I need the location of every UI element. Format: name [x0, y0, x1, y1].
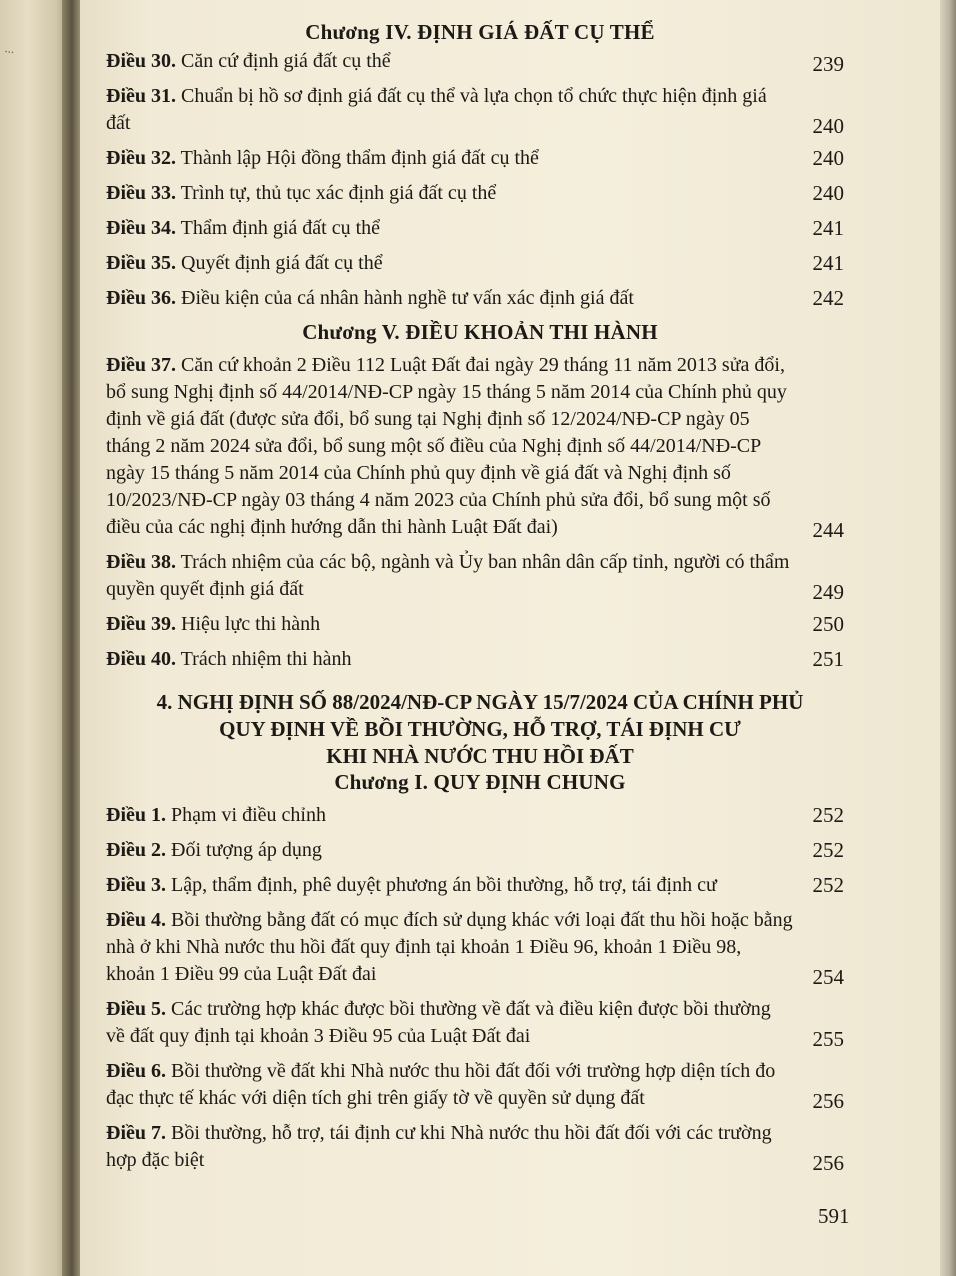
chapter-heading: Chương I. QUY ĐỊNH CHUNG: [334, 770, 626, 794]
page-ref: 255: [812, 1027, 844, 1051]
toc-entry: [106, 48, 854, 75]
toc-entry: [106, 907, 854, 988]
page-ref: 252: [812, 873, 844, 897]
article-label: Điều 30.: [106, 50, 176, 72]
page-number: 591: [818, 1204, 850, 1228]
article-label: Điều 33.: [106, 182, 176, 204]
article-label: Điều 40.: [106, 648, 176, 670]
article-label: Điều 5.: [106, 998, 166, 1020]
toc-entry: [106, 180, 854, 207]
toc-entry: [106, 1058, 854, 1112]
toc-entry: [106, 83, 854, 137]
article-title: Chuẩn bị hồ sơ định giá đất cụ thể và lựa chọn tổ chức thực hiện định giá đất: [106, 85, 767, 134]
toc-entry: [106, 646, 854, 673]
article-title: Đối tượng áp dụng: [171, 839, 322, 861]
page-ref: 254: [812, 965, 844, 989]
page-ref: 242: [812, 286, 844, 310]
article-label: Điều 1.: [106, 804, 166, 826]
article-label: Điều 3.: [106, 874, 166, 896]
article-title: Điều kiện của cá nhân hành nghề tư vấn xác định giá đất: [181, 287, 634, 309]
toc-entry: [106, 802, 854, 829]
toc-entry: [106, 611, 854, 638]
page-ref: 239: [812, 52, 844, 76]
toc-entry: [106, 215, 854, 242]
page-ref: 240: [812, 114, 844, 138]
article-label: Điều 2.: [106, 839, 166, 861]
article-label: Điều 31.: [106, 85, 176, 107]
table-of-contents: [106, 18, 854, 1182]
article-title: Thành lập Hội đồng thẩm định giá đất cụ thể: [180, 147, 539, 169]
article-title: Trình tự, thủ tục xác định giá đất cụ thể: [180, 182, 497, 204]
article-title: Căn cứ khoản 2 Điều 112 Luật Đất đai ngày 29 tháng 11 năm 2013 sửa đổi, bổ sung Nghị định số 44/2014/NĐ-CP ngày 15 tháng 5 năm 2014 của Chính phủ quy định về giá đất (được sửa đổi, bổ sung tại Nghị định số 12/2024/NĐ-CP ngày 05 tháng 2 năm 2024 sửa đổi, bổ sung một số điều của Nghị định số 44/2014/NĐ-CP ngày 15 tháng 5 năm 2014 của Chính phủ quy định về giá đất và Nghị định số 10/2023/NĐ-CP ngày 03 tháng 4 năm 2023 của Chính phủ sửa đổi, bổ sung một số điều của các nghị định hướng dẫn thi hành Luật Đất đai): [106, 354, 787, 538]
article-label: Điều 37.: [106, 354, 176, 376]
toc-entry: [106, 996, 854, 1050]
article-title: Bồi thường bằng đất có mục đích sử dụng khác với loại đất thu hồi hoặc bằng nhà ở khi Nhà nước thu hồi đất quy định tại khoản 1 Điều 96, khoản 1 Điều 98, khoản 1 Điều 99 của Luật Đất đai: [106, 909, 793, 985]
decree-title: [106, 689, 854, 770]
page-ref: 256: [812, 1151, 844, 1175]
page-ref: 252: [812, 803, 844, 827]
article-title: Căn cứ định giá đất cụ thể: [181, 50, 391, 72]
page-ref: 249: [812, 580, 844, 604]
page-ref: 251: [812, 647, 844, 671]
page-ref: 241: [812, 216, 844, 240]
chapter-heading: Chương V. ĐIỀU KHOẢN THI HÀNH: [302, 320, 658, 344]
article-title: Quyết định giá đất cụ thể: [181, 252, 383, 274]
decree-title-line: KHI NHÀ NƯỚC THU HỒI ĐẤT: [326, 744, 634, 768]
article-title: Hiệu lực thi hành: [181, 613, 321, 635]
article-title: Bồi thường về đất khi Nhà nước thu hồi đất đối với trường hợp diện tích đo đạc thực tế khác với diện tích ghi trên giấy tờ về quyền sử dụng đất: [106, 1060, 776, 1109]
toc-entry: [106, 352, 854, 541]
page-ref: 241: [812, 251, 844, 275]
toc-entry: [106, 285, 854, 312]
decree-title-line: 4. NGHỊ ĐỊNH SỐ 88/2024/NĐ-CP NGÀY 15/7/2024 CỦA CHÍNH PHỦ: [156, 690, 804, 714]
right-page-edge: [940, 0, 956, 1276]
article-title: Trách nhiệm của các bộ, ngành và Ủy ban nhân dân cấp tỉnh, người có thẩm quyền quyết định giá đất: [106, 551, 790, 600]
decree-title-line: QUY ĐỊNH VỀ BỒI THƯỜNG, HỖ TRỢ, TÁI ĐỊNH CƯ: [219, 717, 741, 741]
page-ref: 256: [812, 1089, 844, 1113]
page-ref: 250: [812, 612, 844, 636]
article-label: Điều 7.: [106, 1122, 166, 1144]
article-label: Điều 38.: [106, 551, 176, 573]
toc-entry: [106, 145, 854, 172]
article-label: Điều 35.: [106, 252, 176, 274]
chapter-heading: Chương IV. ĐỊNH GIÁ ĐẤT CỤ THỂ: [305, 20, 655, 44]
page-ref: 244: [812, 518, 844, 542]
article-title: Bồi thường, hỗ trợ, tái định cư khi Nhà nước thu hồi đất đối với các trường hợp đặc biệt: [106, 1122, 772, 1171]
toc-entry: [106, 1120, 854, 1174]
article-label: Điều 36.: [106, 287, 176, 309]
page-ref: 240: [812, 181, 844, 205]
article-label: Điều 32.: [106, 147, 176, 169]
article-title: Phạm vi điều chỉnh: [171, 804, 326, 826]
article-title: Trách nhiệm thi hành: [180, 648, 352, 670]
article-title: Lập, thẩm định, phê duyệt phương án bồi thường, hỗ trợ, tái định cư: [171, 874, 717, 896]
toc-entry: [106, 837, 854, 864]
article-label: Điều 34.: [106, 217, 176, 239]
toc-entry: [106, 250, 854, 277]
left-page-edge: ...: [0, 0, 70, 1276]
article-label: Điều 6.: [106, 1060, 166, 1082]
toc-entry: [106, 549, 854, 603]
article-title: Thẩm định giá đất cụ thể: [180, 217, 381, 239]
page-ref: 240: [812, 146, 844, 170]
toc-entry: [106, 872, 854, 899]
page-ref: 252: [812, 838, 844, 862]
article-label: Điều 4.: [106, 909, 166, 931]
article-title: Các trường hợp khác được bồi thường về đất và điều kiện được bồi thường về đất quy định tại khoản 3 Điều 95 của Luật Đất đai: [106, 998, 771, 1047]
article-label: Điều 39.: [106, 613, 176, 635]
